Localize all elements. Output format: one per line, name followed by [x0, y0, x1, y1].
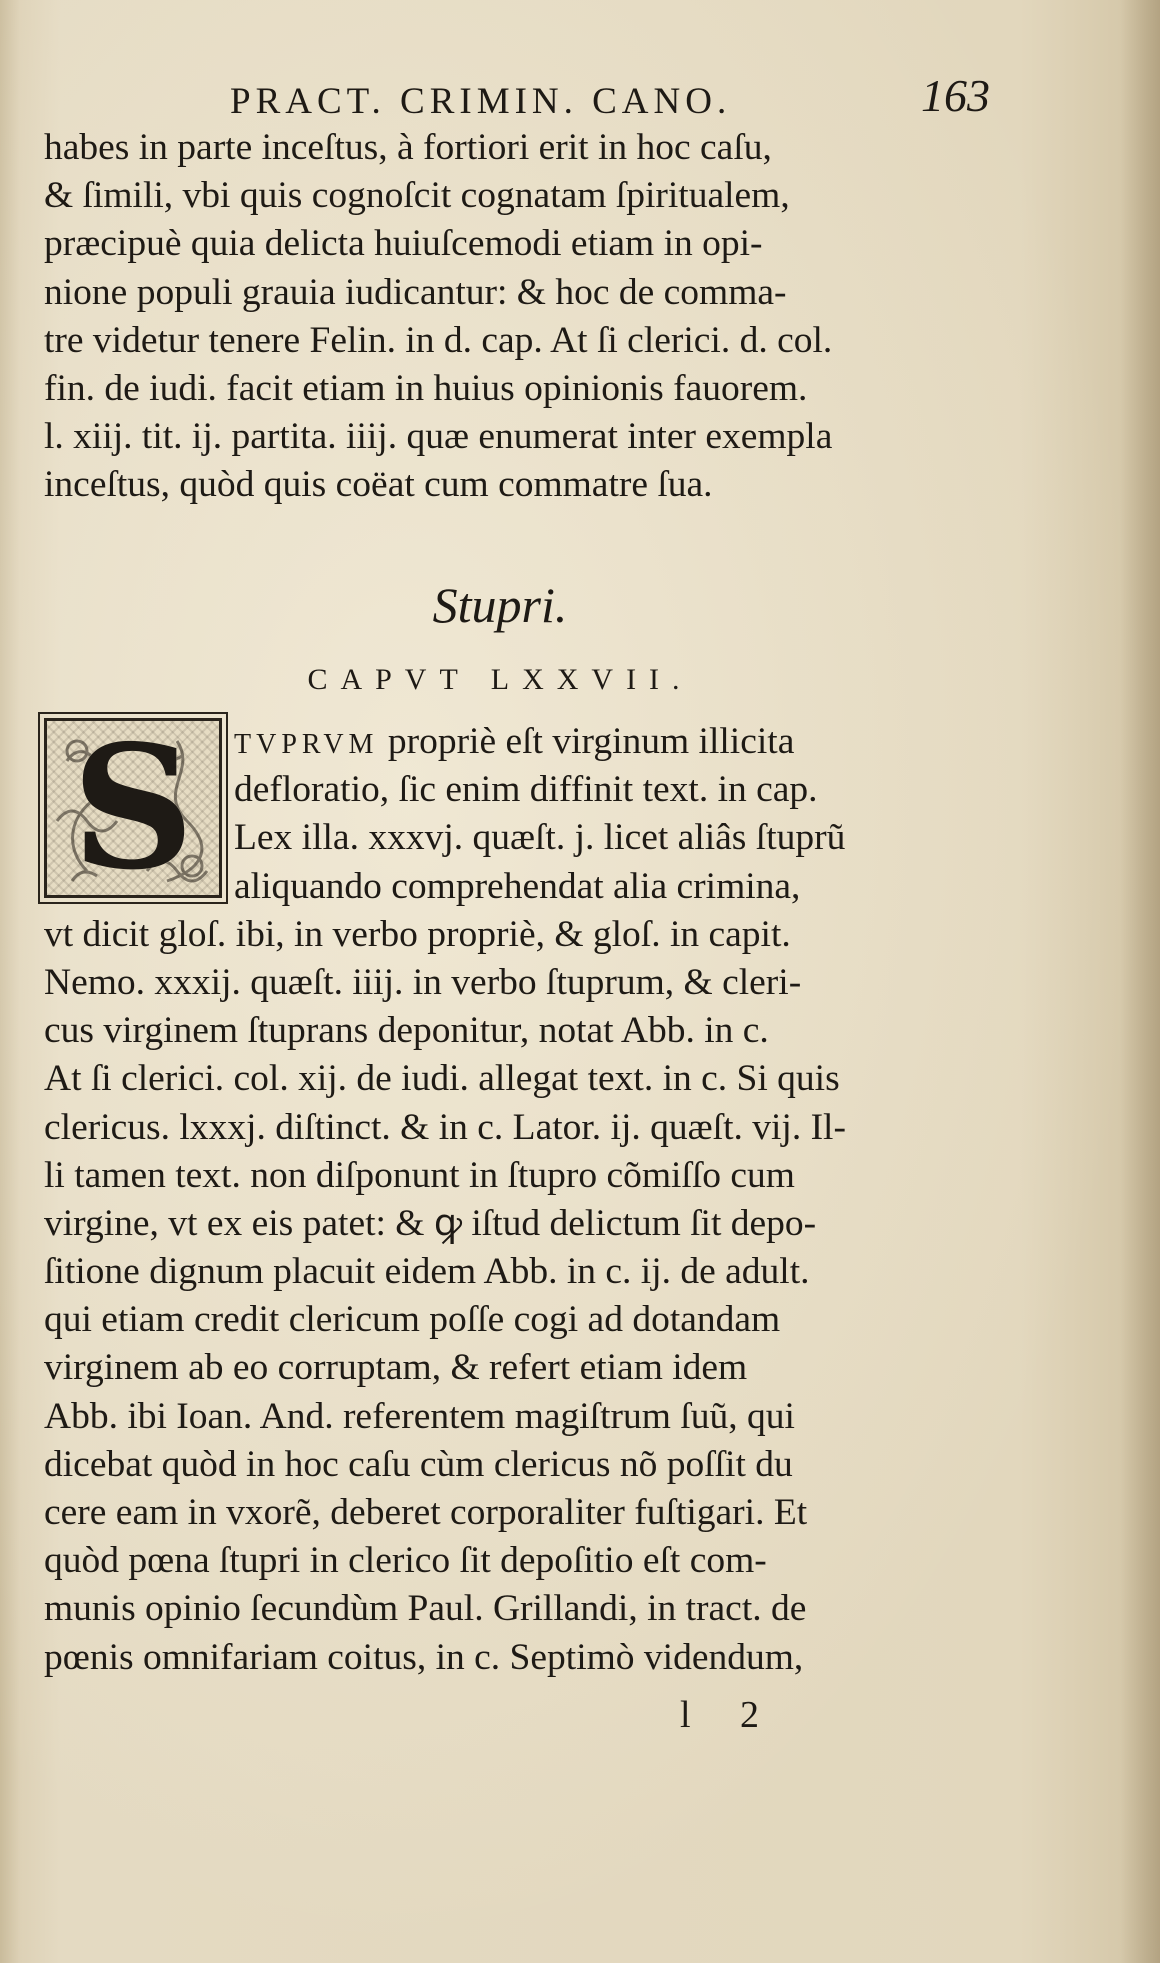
chapter-title: Stupri. — [432, 577, 568, 633]
text-line: & ſimili, vbi quis cognoſcit cognatam ſpiritualem, — [44, 175, 790, 217]
running-head — [40, 72, 1040, 132]
signature-mark: l 2 — [680, 1694, 780, 1736]
text-line: defloratio, ſic enim diffinit text. in cap. — [234, 769, 818, 811]
text-line: At ſi clerici. col. xij. de iudi. allegat text. in c. Si quis — [44, 1058, 840, 1100]
text-line: Nemo. xxxij. quæſt. iiij. in verbo ſtuprum, & cleri- — [44, 961, 802, 1003]
text-line: inceſtus, quòd quis coëat cum commatre ſua. — [44, 464, 713, 506]
text-line: l. xiij. tit. ij. partita. iiij. quæ enumerat inter exempla — [44, 416, 833, 458]
text-line: qui etiam credit clericum poſſe cogi ad dotandam — [44, 1299, 781, 1341]
text-line: ſitione dignum placuit eidem Abb. in c. ij. de adult. — [44, 1251, 810, 1293]
text-line: nione populi grauia iudicantur: & hoc de comma- — [44, 271, 787, 313]
text-line: fin. de iudi. facit etiam in huius opinionis fauorem. — [44, 367, 808, 409]
text-line: præcipuè quia delicta huiuſcemodi etiam in opi- — [44, 223, 763, 265]
text-line: virgine, vt ex eis patet: & ꝙ iſtud delictum ſit depo- — [44, 1202, 817, 1244]
text-line: vt dicit gloſ. ibi, in verbo propriè, & gloſ. in capit. — [44, 913, 791, 955]
opening-line-text: propriè eſt virginum illicita — [378, 721, 795, 762]
text-line: aliquando comprehendat alia crimina, — [234, 865, 801, 907]
text-line: clericus. lxxxj. diſtinct. & in c. Lator. ij. quæſt. vij. Il- — [44, 1106, 846, 1148]
continuation-paragraph — [44, 124, 944, 510]
text-line: li tamen text. non diſponunt in ſtupro cõmiſſo cum — [44, 1154, 795, 1196]
running-title: PRACT. CRIMIN. CANO. — [230, 81, 732, 122]
text-line: cere eam in vxorẽ, deberet corporaliter fuſtigari. Et — [44, 1492, 808, 1533]
text-line: habes in parte inceſtus, à fortiori erit in hoc caſu, — [44, 127, 772, 168]
text-line: pœnis omnifariam coitus, in c. Septimò videndum, — [44, 1636, 804, 1678]
text-line: Lex illa. xxxvj. quæſt. j. licet aliâs ſtuprũ — [234, 817, 846, 859]
page-number: 163 — [921, 70, 990, 121]
chapter-paragraph — [44, 708, 944, 1682]
text-line — [44, 718, 944, 766]
text-line: dicebat quòd in hoc caſu cùm clericus nõ poſſit du — [44, 1443, 793, 1485]
gutter-shadow — [1120, 0, 1160, 1963]
text-line: cus virginem ſtuprans deponitur, notat Abb. in c. — [44, 1010, 769, 1052]
text-line: munis opinio ſecundùm Paul. Grillandi, in tract. de — [44, 1588, 807, 1630]
chapter-number: CAPVT LXXVII. — [307, 663, 693, 696]
text-line: quòd pœna ſtupri in clerico ſit depoſitio eſt com- — [44, 1540, 767, 1582]
text-line: virginem ab eo corruptam, & refert etiam idem — [44, 1347, 748, 1389]
opening-word: TVPRVM — [234, 729, 379, 760]
initial-letter: S — [71, 708, 195, 908]
text-line: Abb. ibi Ioan. And. referentem magiſtrum ſuũ, qui — [44, 1395, 795, 1437]
text-line: tre videtur tenere Felin. in d. cap. At ſi clerici. d. col. — [44, 319, 833, 361]
